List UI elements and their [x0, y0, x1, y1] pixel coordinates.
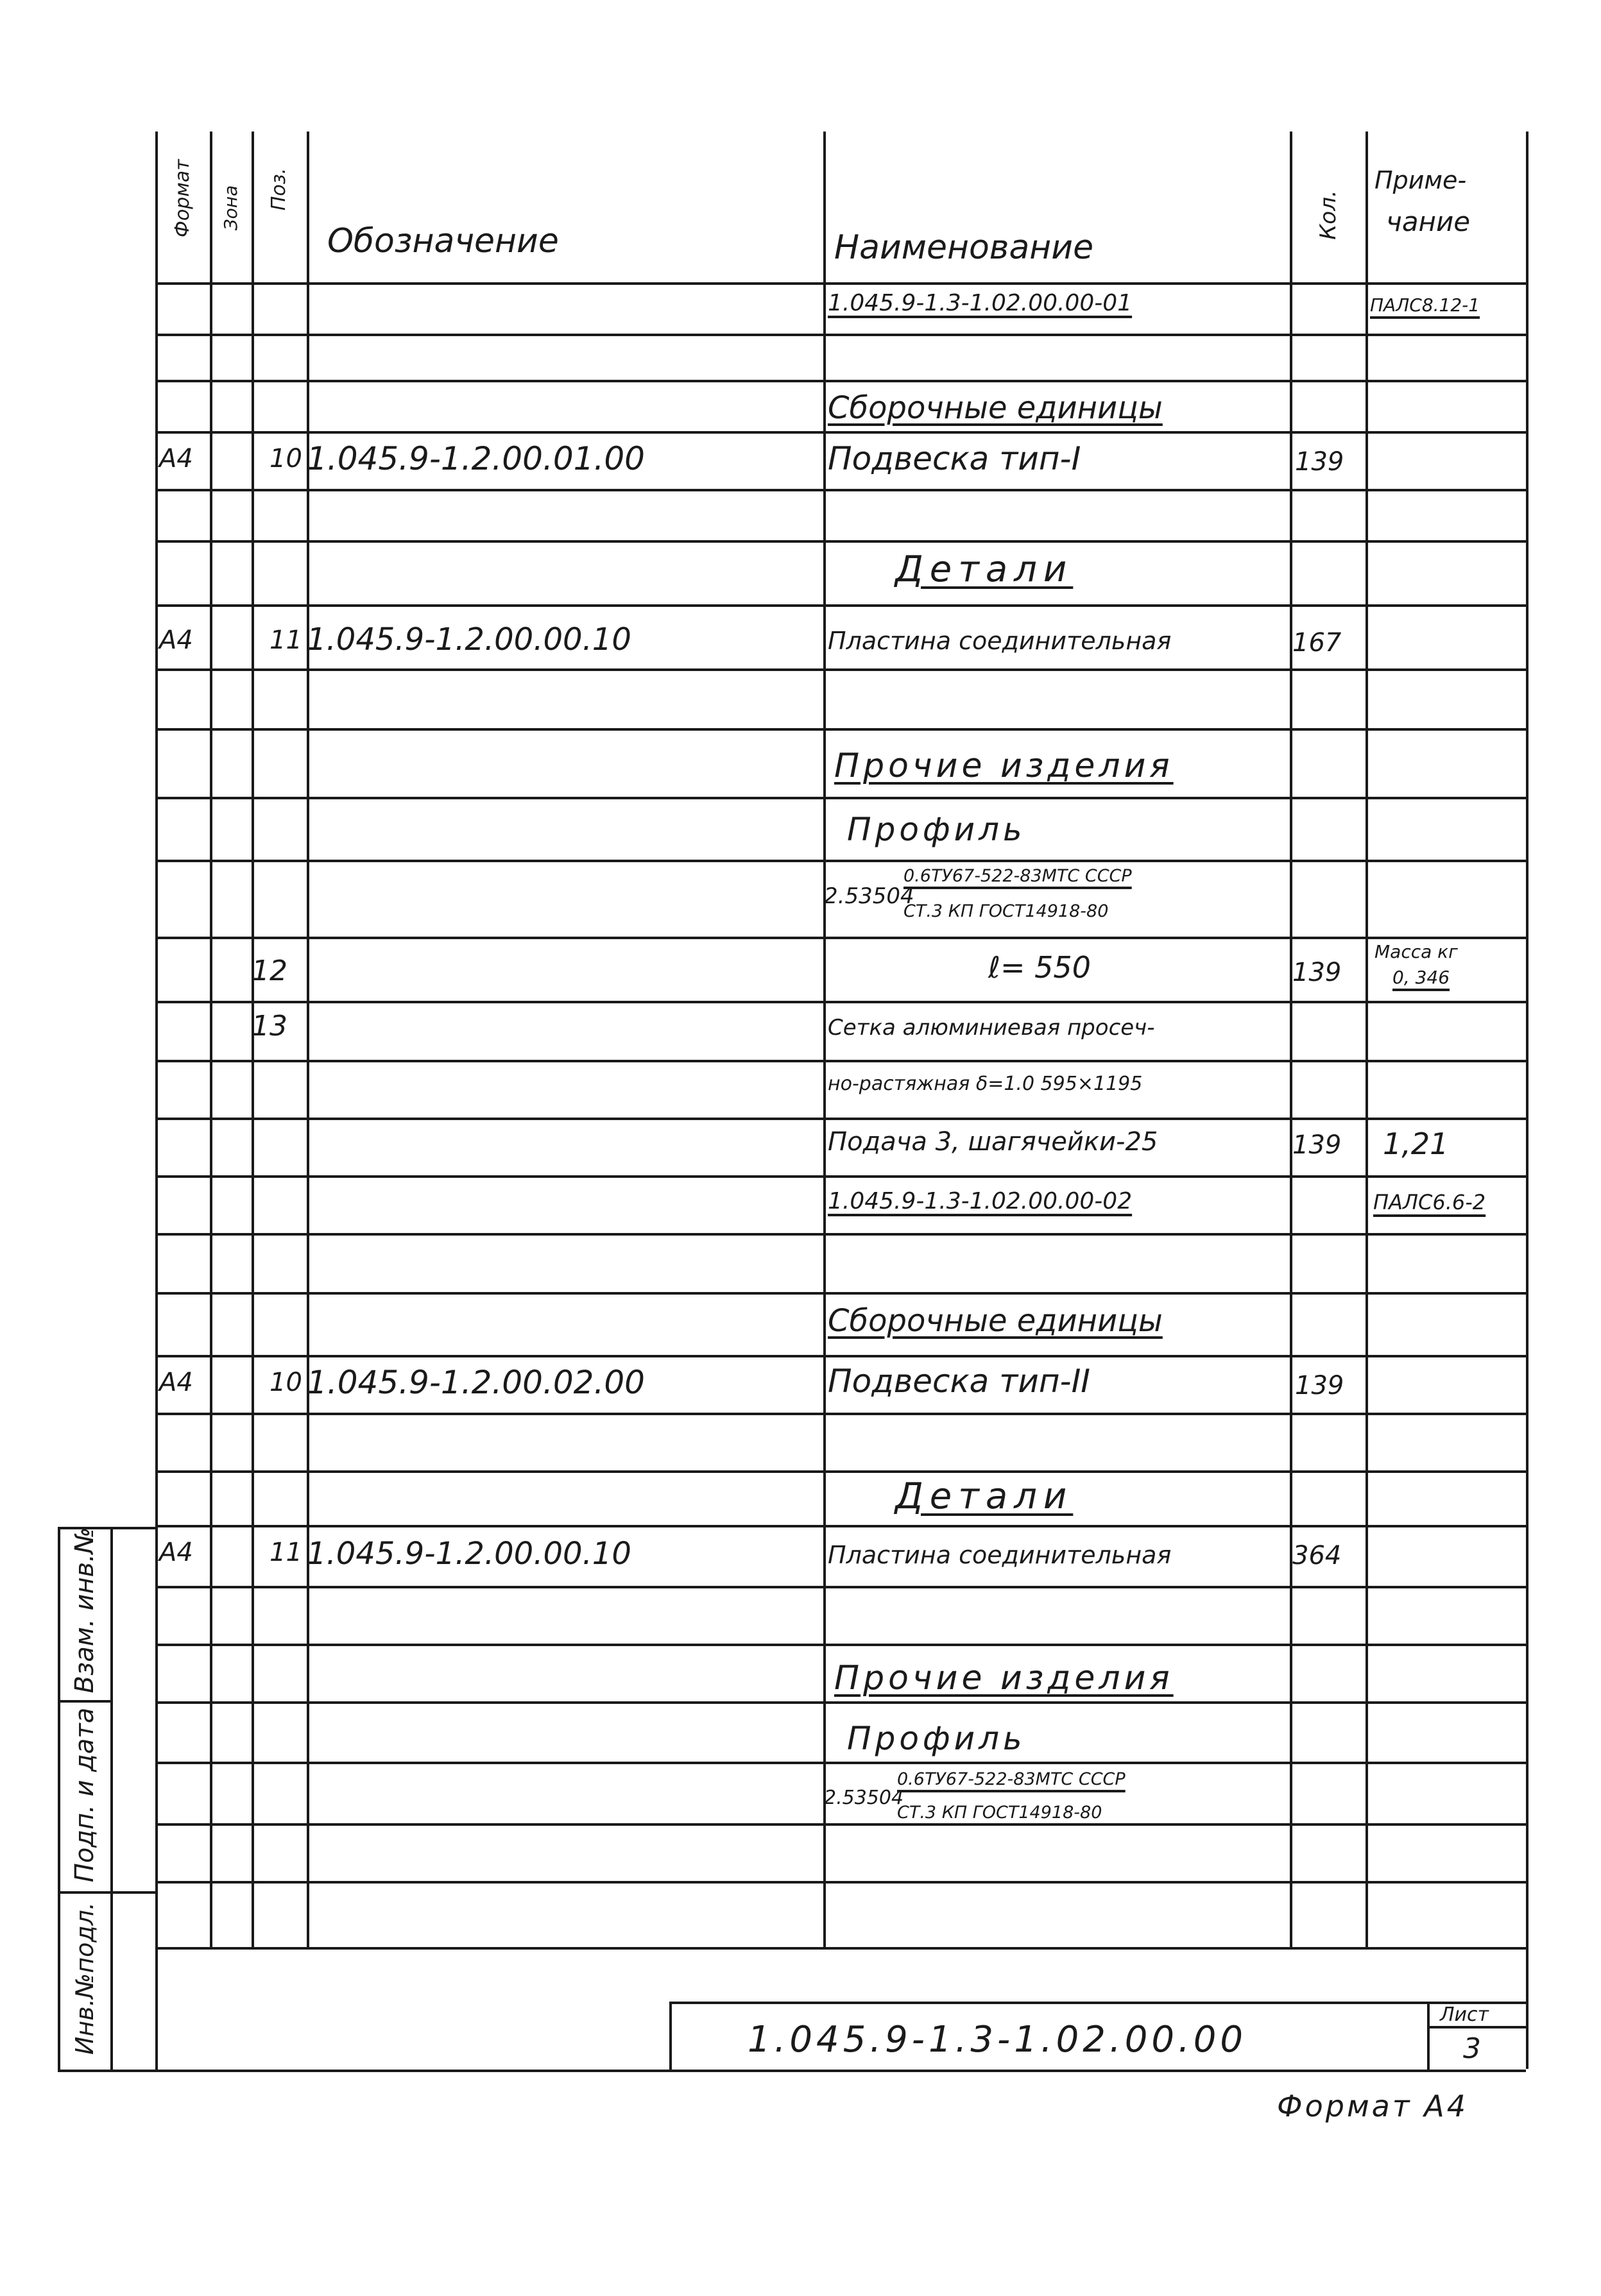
header-bottom-line	[155, 282, 1526, 285]
frame-right-line	[1526, 132, 1528, 2069]
row-pos: 12	[252, 955, 287, 987]
row-name: Сборочные единицы	[828, 390, 1163, 426]
row-qty: 139	[1292, 1130, 1342, 1160]
row-format: А4	[159, 1368, 193, 1397]
row-line	[155, 1881, 1526, 1884]
row-name: Подача 3, шагячейки-25	[828, 1127, 1158, 1157]
row-line	[155, 1175, 1526, 1178]
row-note: ПАЛС6.6-2	[1373, 1190, 1486, 1214]
side-stamp-vzam-inv: Взам. инв.№	[70, 1527, 99, 1694]
title-block-top-line	[669, 2002, 1526, 2004]
header-format: Формат	[171, 159, 194, 237]
title-block-sheet-line	[1427, 2026, 1526, 2028]
row-name: но-растяжная δ=1.0 595×1195	[828, 1073, 1143, 1095]
row-format: А4	[159, 444, 193, 473]
row-line	[155, 797, 1526, 799]
col-sep-pos	[307, 132, 309, 1947]
row-qty: 139	[1295, 447, 1344, 477]
row-line	[155, 604, 1526, 607]
row-name: Прочие изделия	[834, 1659, 1174, 1697]
row-line	[155, 1762, 1526, 1764]
row-line	[155, 1355, 1526, 1357]
frame-bottom-line	[155, 2070, 1526, 2072]
row-line	[155, 380, 1526, 382]
header-designation: Обозначение	[327, 222, 559, 260]
side-stamp-podp-data: Подп. и дата	[70, 1707, 99, 1883]
row-line	[155, 1644, 1526, 1646]
title-sheet-number: 3	[1463, 2032, 1481, 2065]
header-name: Наименование	[834, 228, 1094, 267]
title-block-left-line	[669, 2002, 672, 2071]
row-name-bottom: СТ.3 КП ГОСТ14918-80	[897, 1803, 1102, 1823]
header-pos: Поз.	[268, 167, 290, 211]
title-sheet-label: Лист	[1440, 2003, 1489, 2026]
row-pos: 11	[270, 1538, 302, 1567]
row-line	[155, 1118, 1526, 1120]
row-name: Прочие изделия	[834, 747, 1174, 785]
row-line	[155, 489, 1526, 491]
row-qty: 167	[1292, 628, 1342, 658]
header-qty: Кол.	[1315, 190, 1341, 240]
side-stamp-left-line	[58, 1527, 60, 2072]
row-line	[155, 1413, 1526, 1415]
row-pos: 10	[270, 444, 302, 473]
row-pos: 10	[270, 1368, 302, 1397]
row-note: 1,21	[1383, 1127, 1449, 1161]
row-name: ℓ= 550	[988, 950, 1091, 985]
row-name-top: 0.6ТУ67-522-83МТС СССР	[903, 866, 1132, 886]
row-note: ПАЛС8.12-1	[1370, 294, 1480, 316]
row-designation: 1.045.9-1.2.00.00.10	[307, 1536, 631, 1572]
footer-format-label: Формат А4	[1277, 2089, 1468, 2123]
row-line	[155, 1586, 1526, 1588]
row-name: 1.045.9-1.3-1.02.00.00-02	[828, 1188, 1133, 1214]
frame-left-line	[155, 132, 158, 2072]
row-line	[155, 431, 1526, 434]
row-pos: 13	[252, 1010, 287, 1042]
row-name: Детали	[895, 548, 1074, 590]
row-line	[155, 1470, 1526, 1473]
row-name: 1.045.9-1.3-1.02.00.00-01	[828, 290, 1133, 316]
table-bottom-line	[155, 1947, 1526, 1950]
row-line	[155, 1823, 1526, 1826]
side-stamp-inner-line	[110, 1527, 113, 2072]
row-name: Подвеска тип-II	[828, 1363, 1091, 1400]
col-sep-format	[210, 132, 212, 1947]
row-name: Пластина соединительная	[828, 1541, 1172, 1569]
row-format: А4	[159, 1538, 193, 1567]
row-qty: 364	[1292, 1541, 1342, 1570]
row-line	[155, 540, 1526, 543]
row-name-bottom: СТ.3 КП ГОСТ14918-80	[903, 901, 1109, 921]
row-line	[155, 1292, 1526, 1295]
row-name: 2.53504	[824, 1787, 904, 1809]
row-line	[155, 334, 1526, 336]
side-stamp-inv-podl: Инв.№подл.	[71, 1902, 99, 2055]
row-pos: 11	[270, 625, 302, 655]
row-name: Детали	[895, 1475, 1074, 1517]
row-qty: 139	[1295, 1371, 1344, 1400]
header-zone: Зона	[220, 185, 241, 231]
row-name: Подвеска тип-I	[828, 440, 1081, 477]
row-name: Профиль	[847, 1720, 1026, 1757]
header-note-line2: чание	[1386, 206, 1471, 237]
row-note: Масса кг	[1374, 941, 1458, 962]
row-note-2: 0, 346	[1392, 967, 1450, 988]
row-designation: 1.045.9-1.2.00.00.10	[307, 622, 631, 658]
row-line	[155, 668, 1526, 671]
row-line	[155, 1060, 1526, 1062]
row-format: А4	[159, 625, 193, 655]
row-line	[155, 1525, 1526, 1527]
col-sep-qty	[1366, 132, 1368, 1947]
row-designation: 1.045.9-1.2.00.01.00	[307, 440, 645, 477]
row-designation: 1.045.9-1.2.00.02.00	[307, 1364, 645, 1401]
row-line	[155, 937, 1526, 939]
row-line	[155, 1001, 1526, 1003]
col-sep-name	[1290, 132, 1292, 1947]
row-line	[155, 860, 1526, 862]
row-name: 2.53504	[824, 883, 914, 909]
title-block-sheet-sep	[1427, 2002, 1430, 2071]
row-name: Пластина соединительная	[828, 627, 1172, 655]
row-qty: 139	[1292, 958, 1342, 987]
row-name-top: 0.6ТУ67-522-83МТС СССР	[897, 1769, 1126, 1789]
row-name: Профиль	[847, 811, 1026, 848]
row-line	[155, 728, 1526, 731]
row-name: Сетка алюминиевая просеч-	[828, 1015, 1155, 1041]
row-line	[155, 1233, 1526, 1236]
col-sep-designation	[823, 132, 826, 1947]
row-line	[155, 1701, 1526, 1704]
title-doc-number: 1.045.9-1.3-1.02.00.00	[748, 2019, 1247, 2061]
header-note-line1: Приме-	[1374, 166, 1467, 194]
row-name: Сборочные единицы	[828, 1303, 1163, 1339]
